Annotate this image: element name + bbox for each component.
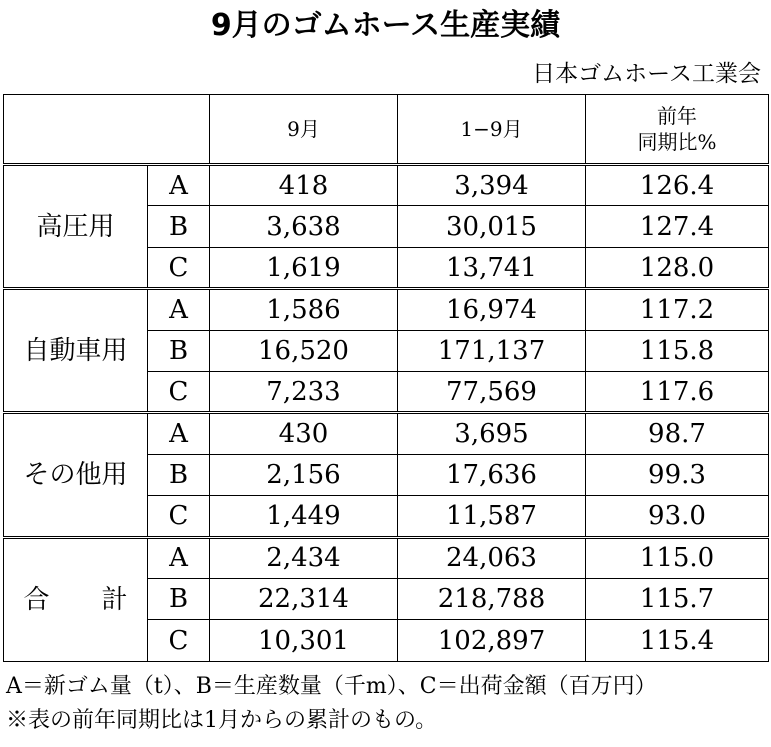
notes [6, 670, 657, 738]
ytd-value-cell: 16,974 [398, 289, 586, 330]
group-label [4, 537, 148, 661]
month-value-cell: 3,638 [210, 206, 398, 247]
type-cell: C [148, 247, 210, 288]
table-row [4, 289, 769, 330]
production-table [3, 94, 769, 662]
table-body [4, 165, 769, 662]
yoy-value-cell: 117.6 [586, 372, 769, 413]
yoy-value-cell: 115.0 [586, 537, 769, 578]
header-yoy-line2: 同期比% [637, 130, 717, 154]
yoy-value-cell: 98.7 [586, 413, 769, 454]
ytd-value-cell: 30,015 [398, 206, 586, 247]
yoy-value-cell: 128.0 [586, 247, 769, 288]
yoy-value-cell: 117.2 [586, 289, 769, 330]
header-month: 9月 [210, 95, 398, 165]
ytd-value-cell: 3,695 [398, 413, 586, 454]
ytd-value-cell: 24,063 [398, 537, 586, 578]
month-value-cell: 16,520 [210, 330, 398, 371]
type-cell: B [148, 330, 210, 371]
type-cell: A [148, 537, 210, 578]
month-value-cell: 7,233 [210, 372, 398, 413]
month-value-cell: 22,314 [210, 579, 398, 620]
group-label-text: 自動車用 [23, 335, 128, 366]
ytd-value-cell: 11,587 [398, 496, 586, 537]
type-cell: C [148, 372, 210, 413]
note-yoy: ※表の前年同期比は1月からの累計のもの。 [6, 708, 438, 733]
yoy-value-cell: 127.4 [586, 206, 769, 247]
yoy-value-cell: 126.4 [586, 165, 769, 206]
header-blank-cell [4, 95, 210, 165]
type-cell: B [148, 206, 210, 247]
yoy-value-cell: 93.0 [586, 496, 769, 537]
group-label-text: その他用 [23, 460, 128, 491]
type-cell: B [148, 579, 210, 620]
type-cell: B [148, 454, 210, 495]
ytd-value-cell: 77,569 [398, 372, 586, 413]
month-value-cell: 418 [210, 165, 398, 206]
ytd-value-cell: 3,394 [398, 165, 586, 206]
source-label: 日本ゴムホース工業会 [532, 61, 761, 87]
group-label [4, 165, 148, 289]
note-legend: A＝新ゴム量（t）、B＝生産数量（千m）、C＝出荷金額（百万円） [6, 674, 657, 699]
type-cell: C [148, 496, 210, 537]
type-cell: A [148, 413, 210, 454]
month-value-cell: 10,301 [210, 620, 398, 661]
header-yoy [586, 95, 769, 165]
yoy-value-cell: 115.7 [586, 579, 769, 620]
ytd-value-cell: 17,636 [398, 454, 586, 495]
yoy-value-cell: 99.3 [586, 454, 769, 495]
header-ytd: 1−9月 [398, 95, 586, 165]
table-row [4, 165, 769, 206]
group-label [4, 289, 148, 413]
month-value-cell: 1,586 [210, 289, 398, 330]
yoy-value-cell: 115.8 [586, 330, 769, 371]
type-cell: C [148, 620, 210, 661]
month-value-cell: 430 [210, 413, 398, 454]
table-row [4, 537, 769, 578]
ytd-value-cell: 13,741 [398, 247, 586, 288]
type-cell: A [148, 289, 210, 330]
ytd-value-cell: 102,897 [398, 620, 586, 661]
page-title: 9月のゴムホース生産実績 [210, 8, 561, 43]
month-value-cell: 1,449 [210, 496, 398, 537]
group-label-text: 高圧用 [36, 211, 115, 242]
ytd-value-cell: 218,788 [398, 579, 586, 620]
yoy-value-cell: 115.4 [586, 620, 769, 661]
month-value-cell: 1,619 [210, 247, 398, 288]
group-label [4, 413, 148, 537]
ytd-value-cell: 171,137 [398, 330, 586, 371]
header-yoy-line1: 前年 [657, 104, 697, 128]
type-cell: A [148, 165, 210, 206]
header-row [4, 95, 769, 165]
month-value-cell: 2,156 [210, 454, 398, 495]
table-row [4, 413, 769, 454]
group-label-text: 合 計 [23, 584, 128, 615]
month-value-cell: 2,434 [210, 537, 398, 578]
